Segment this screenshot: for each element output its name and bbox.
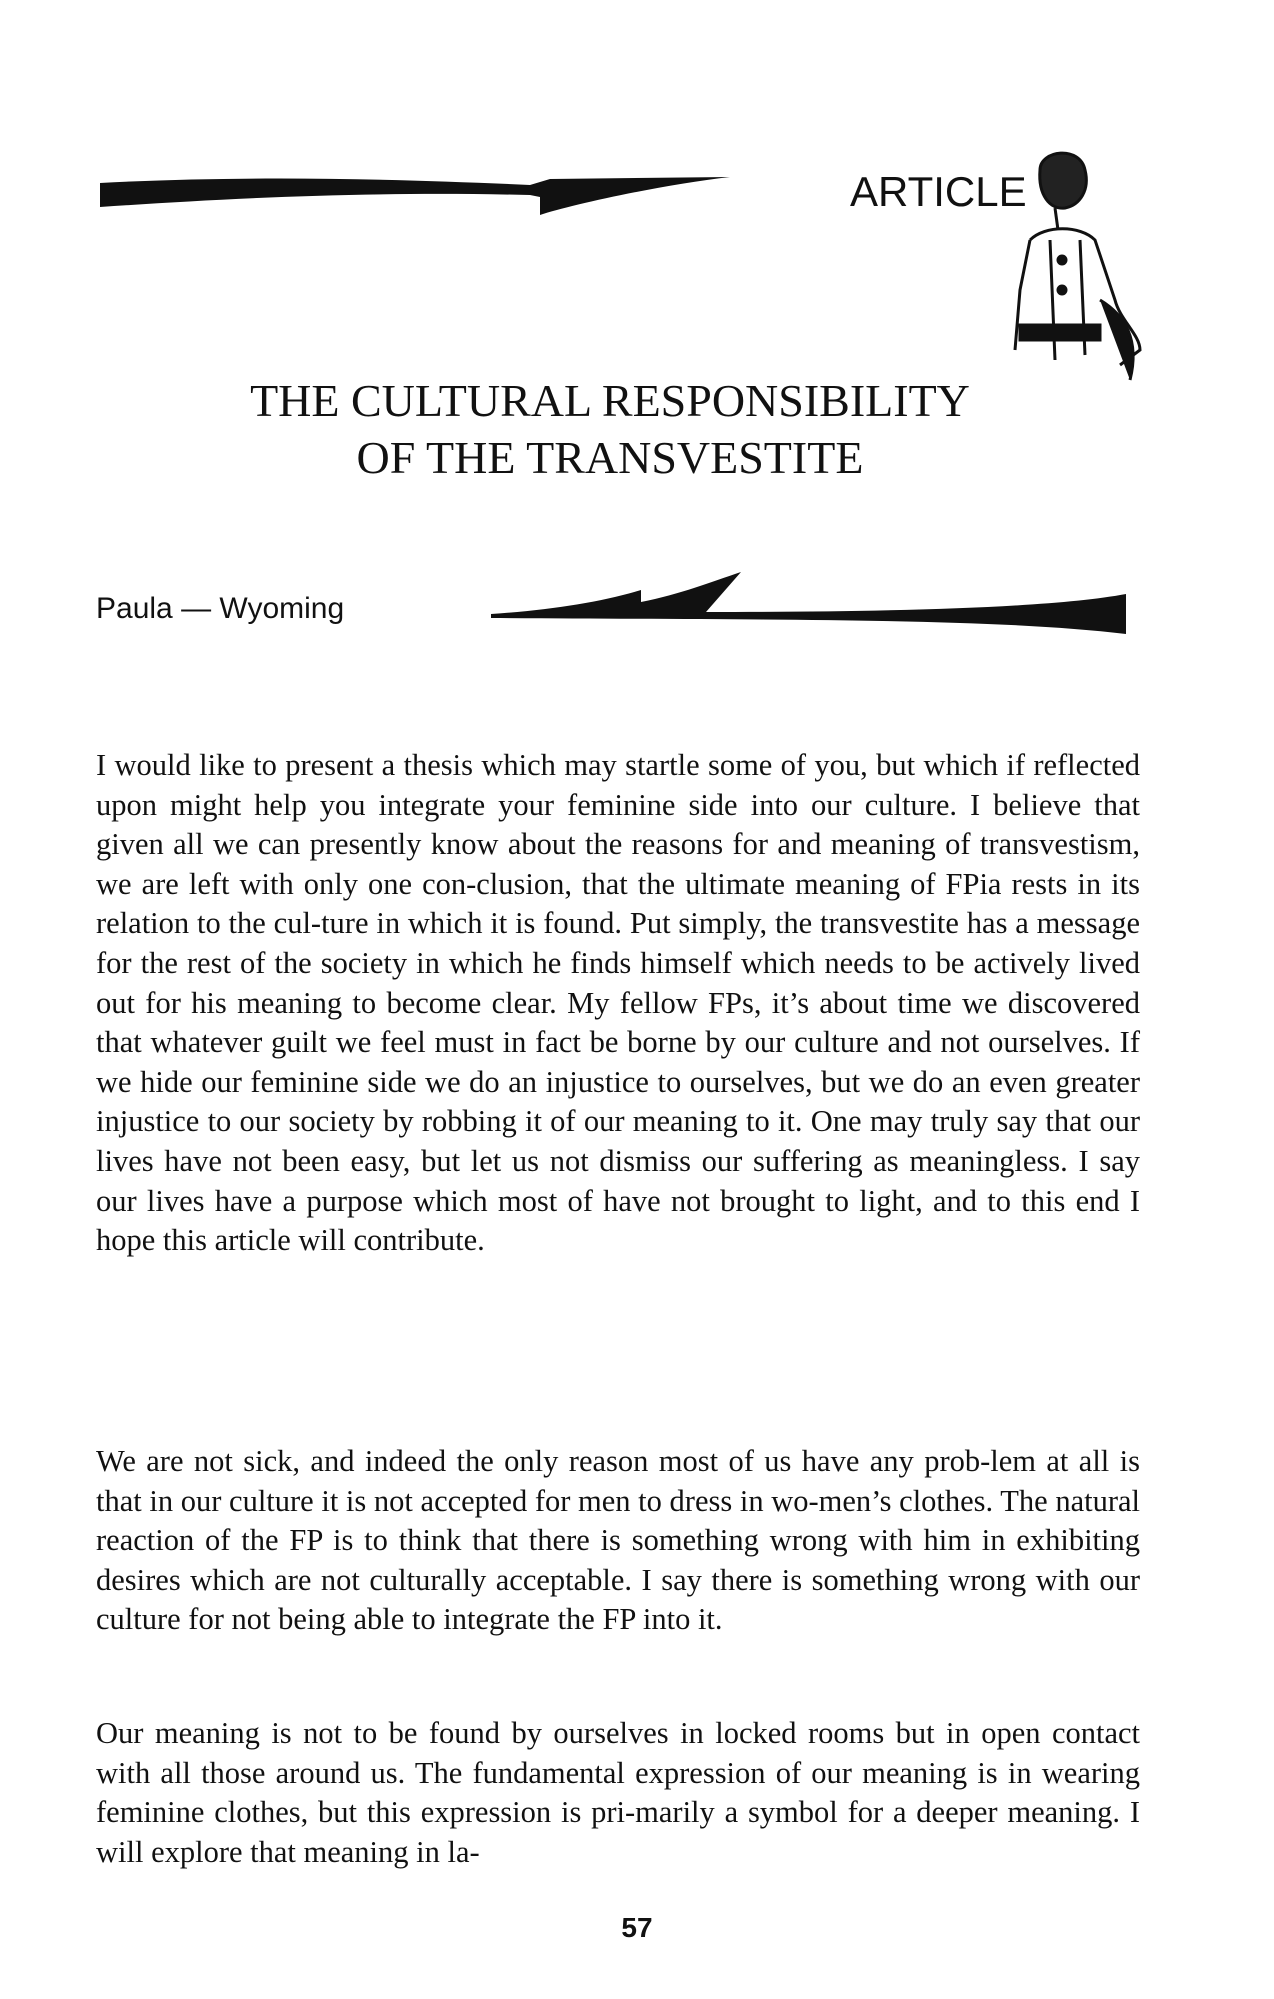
header-swoosh-graphic — [100, 165, 730, 245]
woman-illustration-icon — [1000, 150, 1150, 385]
author-byline: Paula — Wyoming — [96, 592, 345, 625]
article-title-line-1: THE CULTURAL RESPONSIBILITY — [250, 375, 970, 426]
byline-swoosh-graphic — [491, 572, 1126, 634]
body-paragraph-3: Our meaning is not to be found by ourselves in locked rooms but in open contact with all those around us. The fundamental expression of our meaning is in wearing feminine clothes, but this expression is pri-marily a symbol for a deeper meaning. I will explore that meaning in la- — [96, 1716, 1140, 1869]
byline-swoosh-path — [491, 572, 1126, 634]
body-paragraph-1: I would like to present a thesis which may startle some of you, but which if reflected upon might help you integrate your feminine side into our culture. I believe that given all we can presently know about the reasons for and meaning of transvestism, we are left with only one con-clusion, that the ultimate meaning of FPia rests in its relation to the cul-ture in which it is found. Put simply, the transvestite has a message for the rest of the society in which he finds himself which needs to be actively lived out for his meaning to become clear. My fellow FPs, it’s about time we discovered that whatever guilt we feel must in fact be borne by our culture and not ourselves. If we hide our feminine side we do an injustice to ourselves, but we do an even greater injustice to our society by robbing it of our meaning to it. One may truly say that our lives have not been easy, but let us not dismiss our suffering as meaningless. I say our lives have a purpose which most of have not brought to light, and to this end I hope this article will contribute. — [96, 748, 1140, 1258]
section-label: ARTICLE — [850, 168, 1027, 215]
page-number: 57 — [621, 1912, 653, 1943]
article-title — [140, 372, 1080, 486]
article-title-line-2: OF THE TRANSVESTITE — [356, 432, 864, 483]
body-paragraph-2: We are not sick, and indeed the only reason most of us have any prob-lem at all is that in our culture it is not accepted for men to dress in wo-men’s clothes. The natural reaction of the FP is to think that there is something wrong with him in exhibiting desires which are not culturally acceptable. I say there is something wrong with our culture for not being able to integrate the FP into it. — [96, 1444, 1140, 1637]
header-swoosh-path — [100, 177, 730, 215]
byline-row — [96, 592, 1126, 662]
